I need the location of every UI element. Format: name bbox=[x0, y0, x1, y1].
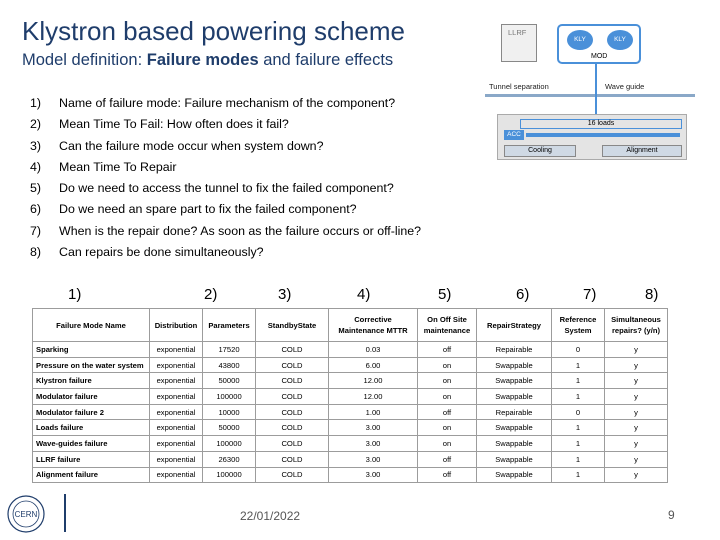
table-cell: Repairable bbox=[477, 342, 552, 358]
table-cell: 0 bbox=[552, 342, 605, 358]
failure-mode-name-cell: Sparking bbox=[33, 342, 150, 358]
klystron-1-label: KLY bbox=[574, 36, 586, 43]
acc-box bbox=[504, 130, 524, 140]
table-cell: 0.03 bbox=[329, 342, 418, 358]
table-cell: 1 bbox=[552, 357, 605, 373]
cern-logo bbox=[6, 494, 46, 534]
table-cell: y bbox=[605, 357, 668, 373]
table-cell: on bbox=[418, 436, 477, 452]
question-number: 4) bbox=[30, 159, 42, 174]
table-cell: Swappable bbox=[477, 389, 552, 405]
table-cell: 26300 bbox=[203, 451, 256, 467]
table-cell: 3.00 bbox=[329, 420, 418, 436]
alignment-label: Alignment bbox=[626, 147, 658, 154]
table-row bbox=[33, 467, 668, 483]
question-item bbox=[30, 242, 421, 263]
cooling-box bbox=[504, 145, 576, 157]
table-row bbox=[33, 357, 668, 373]
table-cell: exponential bbox=[150, 436, 203, 452]
failure-mode-name-cell: Klystron failure bbox=[33, 373, 150, 389]
header-reference-system: Reference System bbox=[552, 309, 605, 342]
table-cell: exponential bbox=[150, 373, 203, 389]
table-cell: off bbox=[418, 342, 477, 358]
header-failure-mode-name: Failure Mode Name bbox=[33, 309, 150, 342]
logo-divider bbox=[64, 494, 66, 532]
klystron-2 bbox=[607, 30, 633, 50]
table-cell: exponential bbox=[150, 342, 203, 358]
failure-mode-name-cell: Wave-guides failure bbox=[33, 436, 150, 452]
question-text: Do we need to access the tunnel to fix the failed component? bbox=[59, 181, 394, 196]
table-cell: COLD bbox=[256, 357, 329, 373]
cooling-label: Cooling bbox=[528, 147, 552, 154]
question-number: 8) bbox=[30, 245, 42, 260]
loads-bar bbox=[520, 119, 682, 129]
tunnel-separation-label: Tunnel separation bbox=[489, 82, 549, 91]
table-cell: y bbox=[605, 404, 668, 420]
question-number: 7) bbox=[30, 223, 42, 238]
table-cell: exponential bbox=[150, 467, 203, 483]
table-cell: 1 bbox=[552, 451, 605, 467]
table-cell: COLD bbox=[256, 467, 329, 483]
question-number: 2) bbox=[30, 117, 42, 132]
question-number: 6) bbox=[30, 202, 42, 217]
table-cell: y bbox=[605, 373, 668, 389]
column-markers bbox=[0, 286, 720, 308]
table-cell: y bbox=[605, 342, 668, 358]
subtitle-suffix: and failure effects bbox=[258, 51, 394, 69]
table-cell: exponential bbox=[150, 389, 203, 405]
table-cell: on bbox=[418, 420, 477, 436]
table-cell: 12.00 bbox=[329, 389, 418, 405]
table-cell: COLD bbox=[256, 436, 329, 452]
acc-bar bbox=[526, 133, 680, 137]
table-cell: 1.00 bbox=[329, 404, 418, 420]
table-cell: 43800 bbox=[203, 357, 256, 373]
table-cell: exponential bbox=[150, 451, 203, 467]
question-number: 5) bbox=[30, 181, 42, 196]
table-cell: 6.00 bbox=[329, 357, 418, 373]
column-marker: 5) bbox=[438, 286, 452, 303]
table-cell: 3.00 bbox=[329, 467, 418, 483]
table-cell: exponential bbox=[150, 357, 203, 373]
slide-title: Klystron based powering scheme bbox=[22, 16, 405, 46]
question-item bbox=[30, 136, 421, 157]
table-cell: Swappable bbox=[477, 420, 552, 436]
llrf-box bbox=[501, 24, 537, 62]
subtitle-emphasis: Failure modes bbox=[146, 51, 259, 69]
header-parameters: Parameters bbox=[203, 309, 256, 342]
question-text: Mean Time To Fail: How often does it fail? bbox=[59, 117, 289, 132]
column-marker: 8) bbox=[645, 286, 659, 303]
table-cell: 3.00 bbox=[329, 451, 418, 467]
header-distribution: Distribution bbox=[150, 309, 203, 342]
powering-scheme-diagram bbox=[485, 18, 695, 166]
table-cell: 1 bbox=[552, 436, 605, 452]
footer-date: 22/01/2022 bbox=[240, 509, 301, 523]
question-text: When is the repair done? As soon as the failure occurs or off-line? bbox=[59, 223, 422, 238]
column-marker: 1) bbox=[68, 286, 82, 303]
question-item bbox=[30, 93, 421, 114]
table-cell: on bbox=[418, 357, 477, 373]
table-cell: COLD bbox=[256, 389, 329, 405]
table-cell: Swappable bbox=[477, 357, 552, 373]
subtitle-prefix: Model definition: bbox=[22, 51, 147, 69]
table-cell: COLD bbox=[256, 342, 329, 358]
table-cell: Swappable bbox=[477, 451, 552, 467]
table-row bbox=[33, 420, 668, 436]
header-repair-strategy: RepairStrategy bbox=[477, 309, 552, 342]
table-cell: Swappable bbox=[477, 436, 552, 452]
table-cell: exponential bbox=[150, 404, 203, 420]
table-cell: Swappable bbox=[477, 373, 552, 389]
table-cell: y bbox=[605, 436, 668, 452]
question-item bbox=[30, 199, 421, 220]
wave-guide-line bbox=[595, 62, 597, 118]
table-header-row bbox=[33, 309, 668, 342]
mod-label: MOD bbox=[591, 53, 608, 60]
loads-label: 16 loads bbox=[587, 120, 615, 127]
question-number: 1) bbox=[30, 96, 42, 110]
table-cell: COLD bbox=[256, 404, 329, 420]
table-row bbox=[33, 404, 668, 420]
table-cell: COLD bbox=[256, 373, 329, 389]
column-marker: 4) bbox=[357, 286, 371, 303]
table-cell: off bbox=[418, 467, 477, 483]
header-mttr: Corrective Maintenance MTTR bbox=[329, 309, 418, 342]
table-cell: Repairable bbox=[477, 404, 552, 420]
llrf-label: LLRF bbox=[508, 28, 527, 37]
cern-logo-text: CERN bbox=[14, 510, 38, 519]
table-cell: Swappable bbox=[477, 467, 552, 483]
table-cell: 3.00 bbox=[329, 436, 418, 452]
table-row bbox=[33, 342, 668, 358]
table-cell: 1 bbox=[552, 420, 605, 436]
column-marker: 2) bbox=[204, 286, 218, 303]
page-number: 9 bbox=[668, 508, 675, 522]
failure-mode-name-cell: Pressure on the water system bbox=[33, 357, 150, 373]
table-row bbox=[33, 373, 668, 389]
table-cell: 12.00 bbox=[329, 373, 418, 389]
table-cell: on bbox=[418, 389, 477, 405]
wave-guide-label: Wave guide bbox=[605, 82, 645, 91]
column-marker: 7) bbox=[583, 286, 597, 303]
table-row bbox=[33, 389, 668, 405]
tunnel-separation-line bbox=[485, 94, 695, 97]
question-item bbox=[30, 114, 421, 135]
table-cell: 100000 bbox=[203, 436, 256, 452]
klystron-2-label: KLY bbox=[614, 36, 626, 43]
table-cell: 100000 bbox=[203, 389, 256, 405]
question-item bbox=[30, 221, 421, 242]
question-text: Can the failure mode occur when system down? bbox=[59, 138, 324, 153]
failure-mode-name-cell: Modulator failure bbox=[33, 389, 150, 405]
table-cell: off bbox=[418, 404, 477, 420]
question-text: Do we need an spare part to fix the failed component? bbox=[59, 202, 357, 217]
table-cell: exponential bbox=[150, 420, 203, 436]
table-cell: on bbox=[418, 373, 477, 389]
question-text: Can repairs be done simultaneously? bbox=[59, 245, 264, 260]
table-cell: 100000 bbox=[203, 467, 256, 483]
table-cell: off bbox=[418, 451, 477, 467]
table-cell: 50000 bbox=[203, 373, 256, 389]
acc-label: ACC bbox=[507, 131, 521, 138]
failure-mode-name-cell: Modulator failure 2 bbox=[33, 404, 150, 420]
header-on-off-site: On Off Site maintenance bbox=[418, 309, 477, 342]
failure-mode-name-cell: LLRF failure bbox=[33, 451, 150, 467]
column-marker: 3) bbox=[278, 286, 292, 303]
table-cell: y bbox=[605, 467, 668, 483]
column-marker: 6) bbox=[516, 286, 530, 303]
table-cell: 1 bbox=[552, 373, 605, 389]
question-number: 3) bbox=[30, 138, 42, 153]
question-item bbox=[30, 157, 421, 178]
failure-modes-table bbox=[32, 308, 668, 483]
modulator-box bbox=[557, 24, 641, 64]
question-text: Mean Time To Repair bbox=[59, 159, 177, 174]
failure-mode-name-cell: Loads failure bbox=[33, 420, 150, 436]
table-cell: y bbox=[605, 451, 668, 467]
table-cell: COLD bbox=[256, 451, 329, 467]
table-cell: 1 bbox=[552, 467, 605, 483]
cern-logo-icon bbox=[6, 494, 46, 534]
table-cell: 1 bbox=[552, 389, 605, 405]
table-row bbox=[33, 436, 668, 452]
table-cell: 17520 bbox=[203, 342, 256, 358]
table-cell: y bbox=[605, 389, 668, 405]
table-cell: y bbox=[605, 420, 668, 436]
question-text: Name of failure mode: Failure mechanism of the component? bbox=[59, 96, 396, 110]
table-cell: 10000 bbox=[203, 404, 256, 420]
question-item bbox=[30, 178, 421, 199]
header-standby-state: StandbyState bbox=[256, 309, 329, 342]
alignment-box bbox=[602, 145, 682, 157]
klystron-1 bbox=[567, 30, 593, 50]
question-list bbox=[30, 93, 421, 263]
table-row bbox=[33, 451, 668, 467]
slide-subtitle bbox=[22, 51, 393, 70]
failure-mode-name-cell: Alignment failure bbox=[33, 467, 150, 483]
table-cell: COLD bbox=[256, 420, 329, 436]
table-cell: 50000 bbox=[203, 420, 256, 436]
table-cell: 0 bbox=[552, 404, 605, 420]
accelerator-module bbox=[497, 114, 687, 160]
header-simultaneous-repairs: Simultaneous repairs? (y/n) bbox=[605, 309, 668, 342]
